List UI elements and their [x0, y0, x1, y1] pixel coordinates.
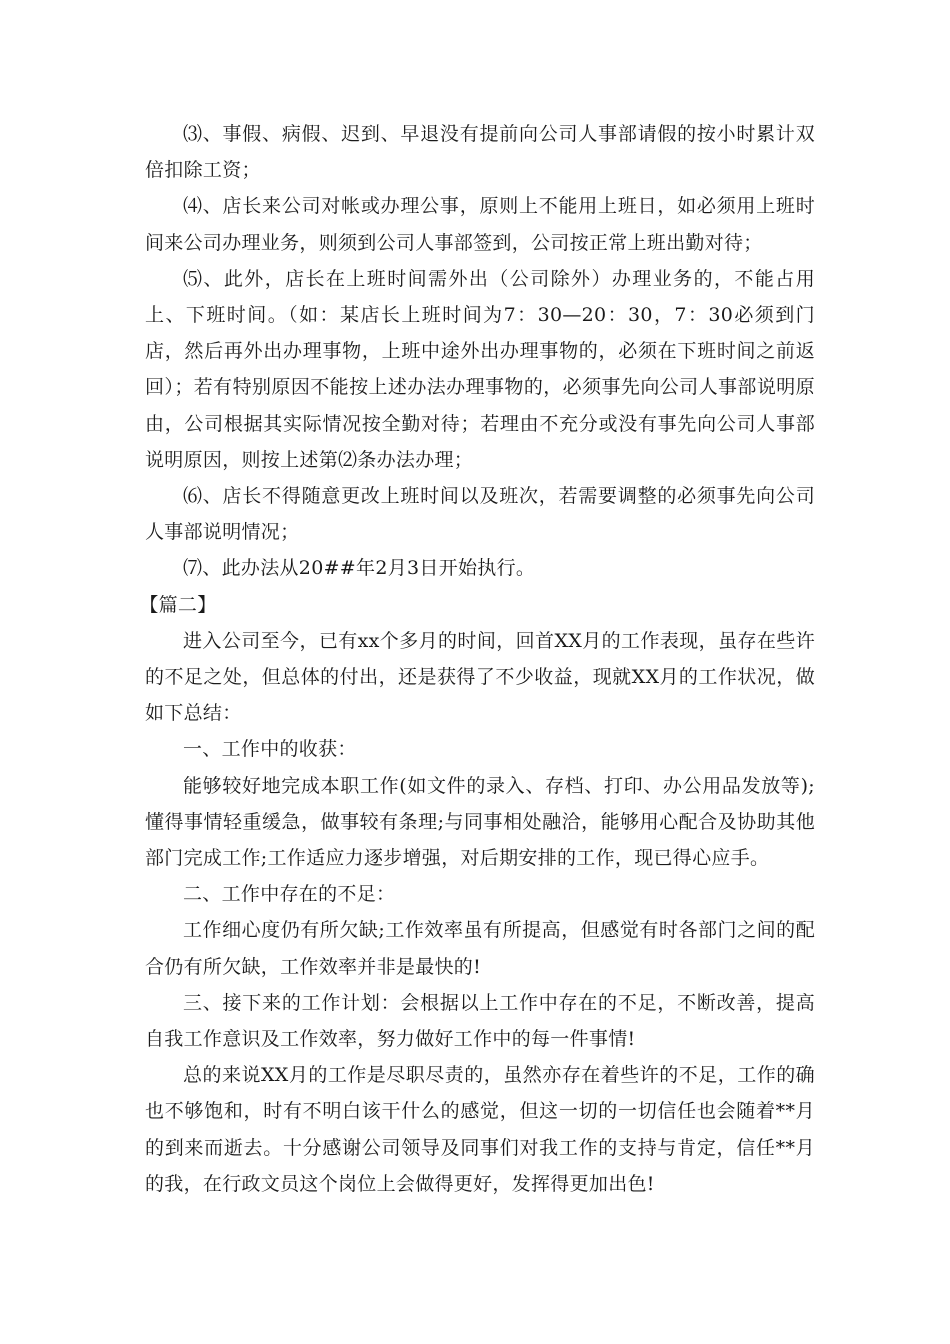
paragraph-rule-5: ⑸、此外，店长在上班时间需外出（公司除外）办理业务的，不能占用上、下班时间。（如：某店长上班时间为7：30—20：30，7：30必须到门店，然后再外出办理事物，上班中途外出办理事物的，必须在下班时间之前返回）；若有特别原因不能按上述办法办理事物的，必须事先向公司人事部说明原由，公司根据其实际情况按全勤对待；若理由不充分或没有事先向公司人事部说明原因，则按上述第⑵条办法办理； — [145, 267, 815, 471]
subheading-gains: 一、工作中的收获： — [183, 738, 357, 761]
paragraph-rule-4: ⑷、店长来公司对帐或办理公事，原则上不能用上班日，如必须用上班时间来公司办理业务，则须到公司人事部签到，公司按正常上班出勤对待； — [145, 195, 815, 254]
paragraph-rule-3: ⑶、事假、病假、迟到、早退没有提前向公司人事部请假的按小时累计双倍扣除工资； — [145, 123, 815, 182]
document-body — [139, 116, 815, 1202]
paragraph-rule-7: ⑺、此办法从20##年2月3日开始执行。 — [183, 557, 536, 580]
section-heading: 【篇二】 — [139, 593, 217, 616]
paragraph-gains: 能够较好地完成本职工作(如文件的录入、存档、打印、办公用品发放等);懂得事情轻重缓急，做事较有条理;与同事相处融洽，能够用心配合及协助其他部门完成工作;工作适应力逐步增强，对后期安排的工作，现已得心应手。 — [145, 774, 815, 870]
subheading-shortcomings: 二、工作中存在的不足： — [183, 883, 396, 906]
paragraph-conclusion: 总的来说XX月的工作是尽职尽责的，虽然亦存在着些许的不足，工作的确也不够饱和，时有不明白该干什么的感觉，但这一切的一切信任也会随着**月的到来而逝去。十分感谢公司领导及同事们对我工作的支持与肯定，信任**月的我，在行政文员这个岗位上会做得更好，发挥得更加出色! — [145, 1064, 815, 1195]
paragraph-plan: 三、接下来的工作计划：会根据以上工作中存在的不足，不断改善，提高自我工作意识及工作效率，努力做好工作中的每一件事情! — [145, 991, 815, 1051]
paragraph-intro: 进入公司至今，已有xx个多月的时间，回首XX月的工作表现，虽存在些许的不足之处，但总体的付出，还是获得了不少收益，现就XX月的工作状况，做如下总结： — [145, 629, 815, 725]
paragraph-shortcomings: 工作细心度仍有所欠缺;工作效率虽有所提高，但感觉有时各部门之间的配合仍有所欠缺，工作效率并非是最快的! — [145, 919, 815, 978]
paragraph-rule-6: ⑹、店长不得随意更改上班时间以及班次，若需要调整的必须事先向公司人事部说明情况； — [145, 485, 815, 544]
